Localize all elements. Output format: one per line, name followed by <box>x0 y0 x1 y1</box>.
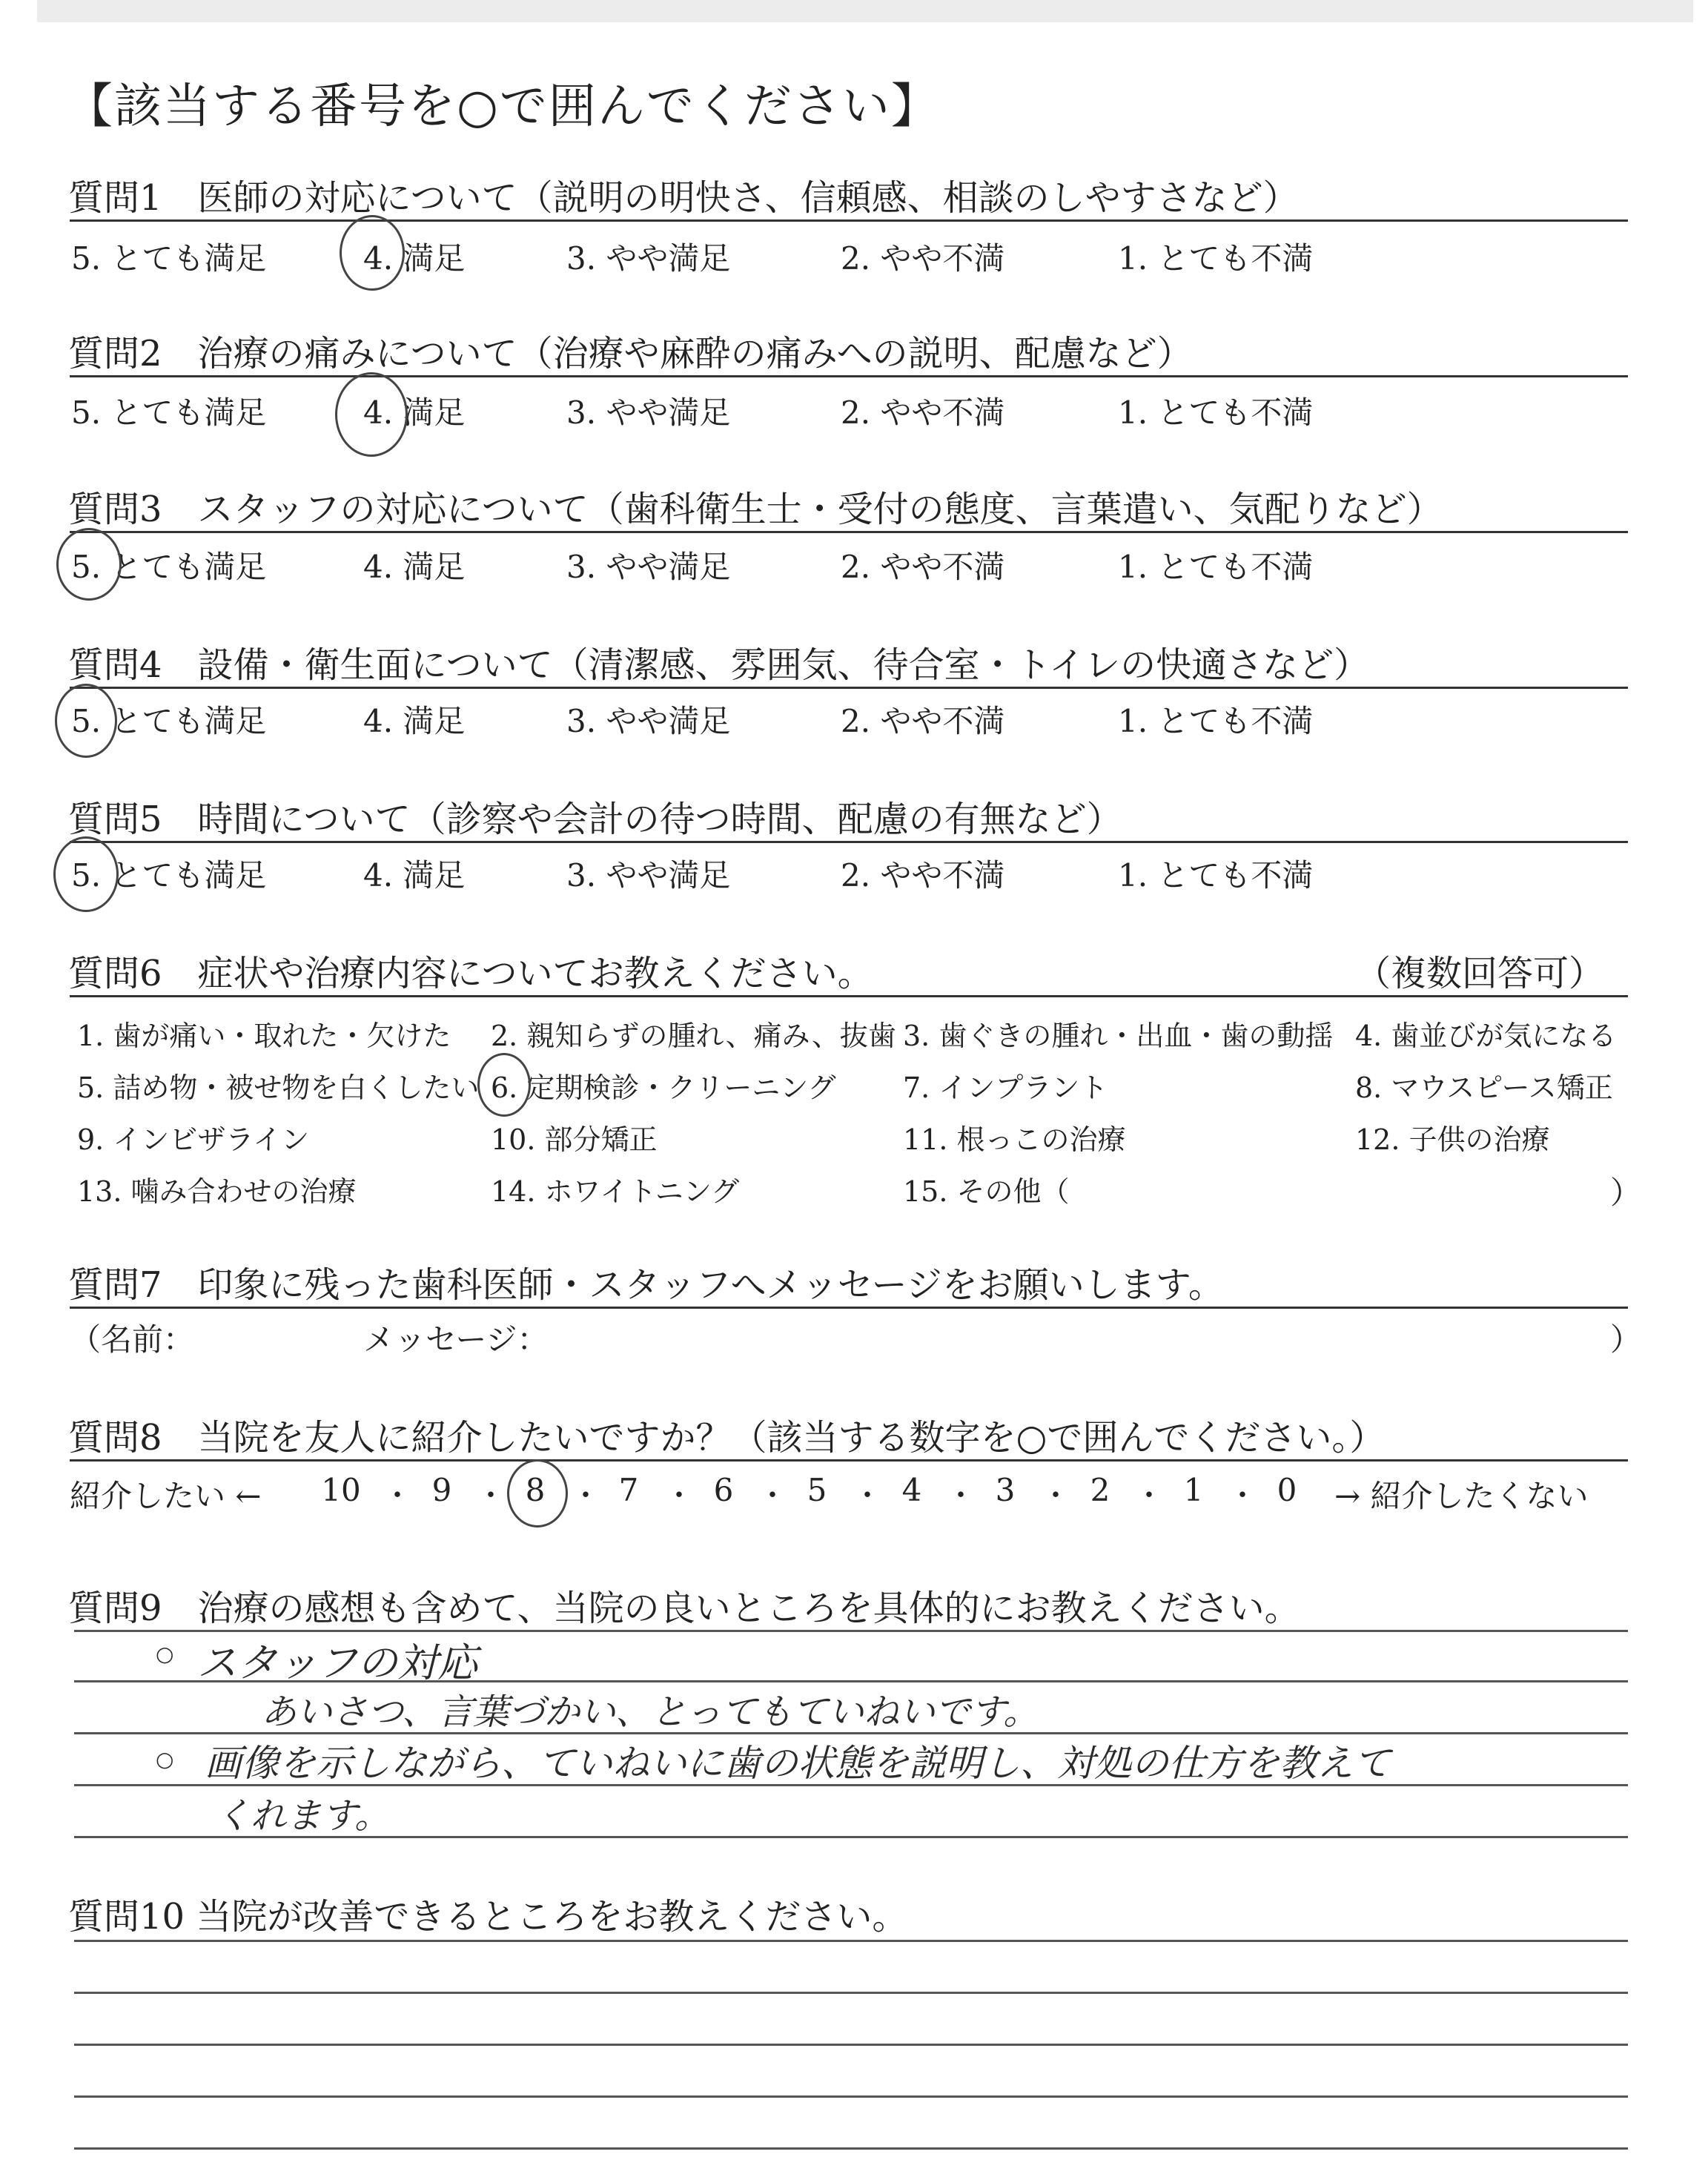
question-5-label: 質問5 時間について（診察や会計の待つ時間、配慮の有無など） <box>68 799 1122 840</box>
page-title: 【該当する番号を○で囲んでください】 <box>65 79 940 134</box>
question-1-rule <box>70 219 1628 222</box>
q9-handwritten-line-3: 画像を示しながら、ていねいに歯の状態を説明し、対処の仕方を教えて <box>205 1742 1391 1785</box>
question-10-label: 質問10 当院が改善できるところをお教えください。 <box>68 1896 908 1938</box>
q1-option-5[interactable]: 5. とても満足 <box>71 240 267 277</box>
question-2-rule <box>70 375 1628 377</box>
q2-option-3[interactable]: 3. やや満足 <box>566 394 731 431</box>
q6-option-7[interactable]: 7. インプラント <box>903 1071 1108 1104</box>
q9-handwritten-line-2: あいさつ、言葉づかい、とってもていねいです。 <box>261 1691 1039 1733</box>
q8-selection-circle <box>507 1459 568 1527</box>
question-8-rule <box>70 1459 1628 1462</box>
scan-top-edge <box>37 0 1693 22</box>
question-7-label: 質問7 印象に残った歯科医師・スタッフへメッセージをお願いします。 <box>68 1264 1224 1306</box>
q8-separator: ・ <box>853 1479 882 1513</box>
q8-score-5[interactable]: 5 <box>807 1472 827 1508</box>
q8-separator: ・ <box>1228 1479 1257 1513</box>
q3-selection-circle <box>56 528 122 601</box>
question-7-rule <box>70 1307 1628 1309</box>
q8-score-1[interactable]: 1 <box>1183 1472 1204 1508</box>
q10-answer-line-4 <box>74 2095 1628 2098</box>
q8-score-8[interactable]: 8 <box>525 1472 546 1508</box>
q6-option-12[interactable]: 12. 子供の治療 <box>1355 1123 1550 1156</box>
q7-name-label[interactable]: （名前： <box>70 1321 195 1358</box>
q5-option-1[interactable]: 1. とても不満 <box>1118 857 1314 894</box>
q6-option-9[interactable]: 9. インビザライン <box>77 1123 310 1156</box>
q8-separator: ・ <box>1134 1479 1164 1513</box>
q3-option-2[interactable]: 2. やや不満 <box>841 549 1005 585</box>
q9-handwritten-line-4: くれます。 <box>215 1795 391 1837</box>
q4-option-4[interactable]: 4. 満足 <box>363 703 466 739</box>
q6-option-3[interactable]: 3. 歯ぐきの腫れ・出血・歯の動揺 <box>903 1020 1334 1052</box>
q1-option-3[interactable]: 3. やや満足 <box>566 240 731 277</box>
q6-option-11[interactable]: 11. 根っこの治療 <box>903 1123 1126 1156</box>
q8-score-10[interactable]: 10 <box>321 1472 361 1508</box>
q3-option-4[interactable]: 4. 満足 <box>363 549 466 585</box>
q6-option-15-close: ） <box>1610 1175 1642 1211</box>
q2-option-5[interactable]: 5. とても満足 <box>71 394 267 431</box>
q8-score-6[interactable]: 6 <box>713 1472 734 1508</box>
q8-separator: ・ <box>383 1479 412 1513</box>
q6-selection-circle <box>477 1053 531 1117</box>
q3-option-1[interactable]: 1. とても不満 <box>1118 549 1314 585</box>
q5-option-4[interactable]: 4. 満足 <box>363 857 466 894</box>
q8-score-9[interactable]: 9 <box>431 1472 452 1508</box>
question-3-rule <box>70 531 1628 533</box>
q6-option-2[interactable]: 2. 親知らずの腫れ、痛み、抜歯 <box>491 1020 896 1052</box>
q6-option-14[interactable]: 14. ホワイトニング <box>491 1175 740 1208</box>
q6-option-10[interactable]: 10. 部分矯正 <box>491 1123 658 1156</box>
q6-option-8[interactable]: 8. マウスピース矯正 <box>1355 1071 1613 1104</box>
q5-option-3[interactable]: 3. やや満足 <box>566 857 731 894</box>
q8-score-0[interactable]: 0 <box>1277 1472 1297 1508</box>
q4-option-1[interactable]: 1. とても不満 <box>1118 703 1314 739</box>
question-6-label: 質問6 症状や治療内容についてお教えください。 <box>68 953 873 994</box>
q5-option-5[interactable]: 5. とても満足 <box>71 857 267 894</box>
q6-option-4[interactable]: 4. 歯並びが気になる <box>1355 1020 1617 1052</box>
q8-score-4[interactable]: 4 <box>901 1472 922 1508</box>
q8-separator: ・ <box>476 1479 506 1513</box>
q8-left-label: 紹介したい ← <box>70 1478 262 1514</box>
q6-option-5[interactable]: 5. 詰め物・被せ物を白くしたい <box>77 1071 480 1104</box>
q2-option-1[interactable]: 1. とても不満 <box>1118 394 1314 431</box>
q1-option-2[interactable]: 2. やや不満 <box>841 240 1005 277</box>
q9-handwritten-line-1: スタッフの対応 <box>197 1639 477 1686</box>
q8-separator: ・ <box>1041 1479 1070 1513</box>
question-5-rule <box>70 841 1628 843</box>
q6-option-13[interactable]: 13. 噛み合わせの治療 <box>77 1175 357 1208</box>
q8-score-7[interactable]: 7 <box>618 1472 639 1508</box>
q10-answer-line-3 <box>74 2044 1628 2046</box>
question-4-rule <box>70 687 1628 689</box>
q2-option-4[interactable]: 4. 満足 <box>363 394 466 431</box>
q6-option-15[interactable]: 15. その他（ <box>903 1175 1070 1208</box>
question-6-note: （複数回答可） <box>1355 953 1605 994</box>
question-6-rule <box>70 995 1628 997</box>
q10-answer-line-5 <box>74 2147 1628 2150</box>
q10-answer-line-2 <box>74 1992 1628 1994</box>
question-4-label: 質問4 設備・衛生面について（清潔感、雰囲気、待合室・トイレの快適さなど） <box>68 644 1370 686</box>
q8-separator: ・ <box>758 1479 787 1513</box>
q7-close-paren: ） <box>1610 1321 1642 1358</box>
q8-score-3[interactable]: 3 <box>995 1472 1016 1508</box>
question-8-label: 質問8 当院を友人に紹介したいですか？（該当する数字を○で囲んでください。） <box>68 1417 1386 1459</box>
q8-separator: ・ <box>571 1479 600 1513</box>
q1-option-4[interactable]: 4. 満足 <box>363 240 466 277</box>
q4-option-2[interactable]: 2. やや不満 <box>841 703 1005 739</box>
q9-bullet-1: ○ <box>156 1642 174 1666</box>
question-1-label: 質問1 医師の対応について（説明の明快さ、信頼感、相談のしやすさなど） <box>68 177 1299 219</box>
question-2-label: 質問2 治療の痛みについて（治療や麻酔の痛みへの説明、配慮など） <box>68 333 1193 374</box>
question-3-label: 質問3 スタッフの対応について（歯科衛生士・受付の態度、言葉遣い、気配りなど） <box>68 489 1443 530</box>
q5-option-2[interactable]: 2. やや不満 <box>841 857 1005 894</box>
q5-selection-circle <box>53 836 119 912</box>
question-9-label: 質問9 治療の感想も含めて、当院の良いところを具体的にお教えください。 <box>68 1588 1300 1629</box>
q8-separator: ・ <box>664 1479 694 1513</box>
q10-answer-line-1 <box>74 1940 1628 1942</box>
q1-option-1[interactable]: 1. とても不満 <box>1118 240 1314 277</box>
q4-option-5[interactable]: 5. とても満足 <box>71 703 267 739</box>
q2-option-2[interactable]: 2. やや不満 <box>841 394 1005 431</box>
q9-bullet-2: ○ <box>156 1747 174 1771</box>
q8-right-label: → 紹介したくない <box>1334 1478 1589 1514</box>
q3-option-5[interactable]: 5. とても満足 <box>71 549 267 585</box>
q8-score-2[interactable]: 2 <box>1090 1472 1110 1508</box>
q7-message-label[interactable]: メッセージ： <box>363 1321 549 1358</box>
q1-selection-circle <box>340 215 405 291</box>
q6-option-1[interactable]: 1. 歯が痛い・取れた・欠けた <box>77 1020 451 1052</box>
q3-option-3[interactable]: 3. やや満足 <box>566 549 731 585</box>
q8-separator: ・ <box>946 1479 976 1513</box>
q4-option-3[interactable]: 3. やや満足 <box>566 703 731 739</box>
q6-option-6[interactable]: 6. 定期検診・クリーニング <box>491 1071 836 1104</box>
q2-selection-circle <box>335 372 408 457</box>
q4-selection-circle <box>55 684 117 758</box>
